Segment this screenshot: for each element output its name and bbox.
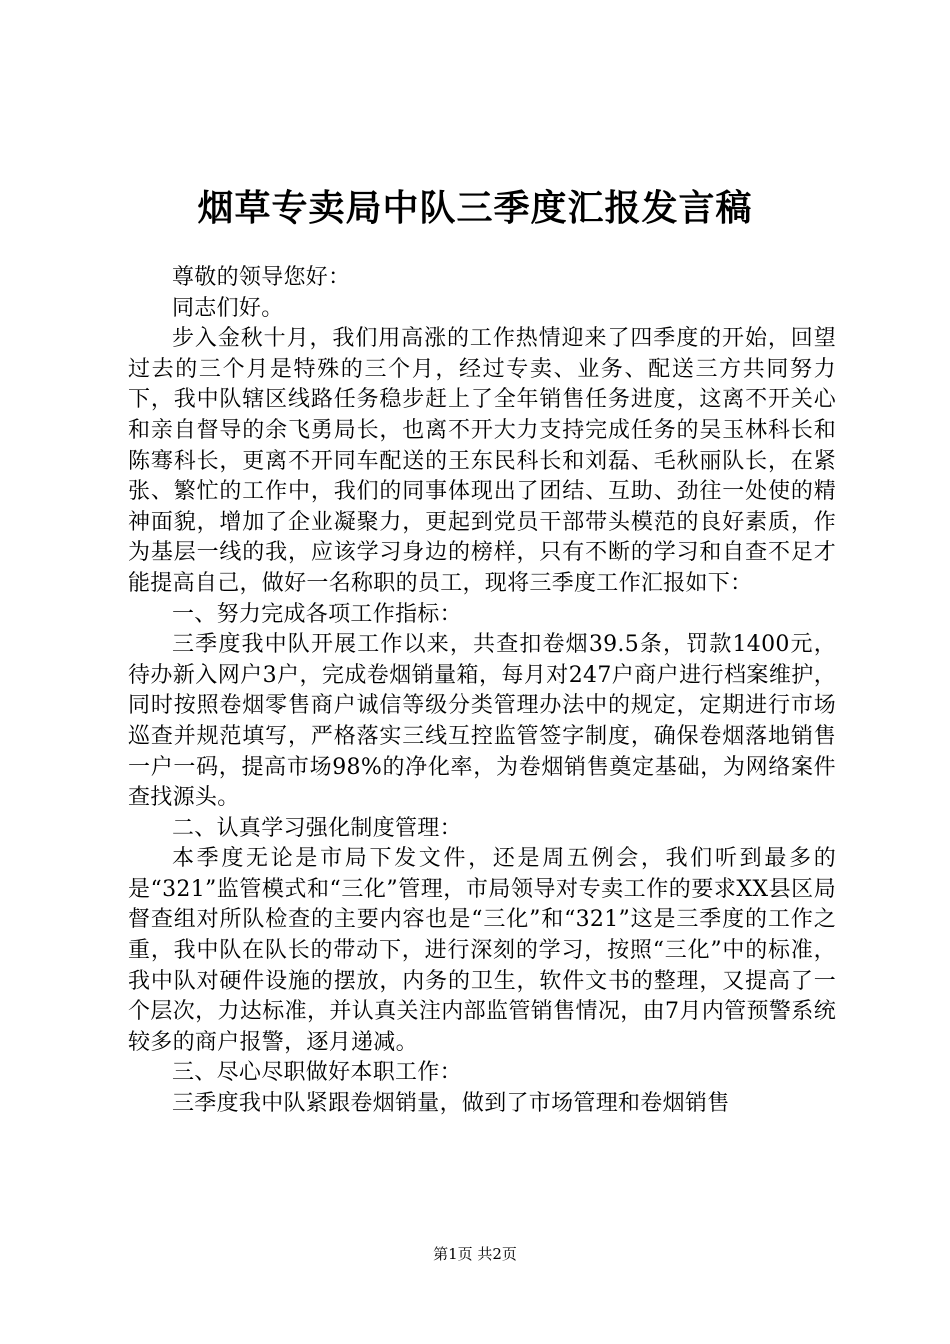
body-paragraph: 三季度我中队紧跟卷烟销量，做到了市场管理和卷烟销售 <box>172 1091 730 1117</box>
body-paragraph: 步入金秋十月，我们用高涨的工作热情迎来了四季度的开始，回望过去的三个月是特殊的三个月，经过专卖、业务、配送三方共同努力下，我中队辖区线路任务稳步赶上了全年销售任务进度，这离不开关心和亲自督导的余飞勇局长，也离不开大力支持完成任务的吴玉林科长和陈骞科长，更离不开同车配送的王东民科长和刘磊、毛秋丽队长，在紧张、繁忙的工作中，我们的同事体现出了团结、互助、劲往一处使的精神面貌，增加了企业凝聚力，更起到党员干部带头模范的良好素质，作为基层一线的我，应该学习身边的榜样，只有不断的学习和自查不足才能提高自己，做好一名称职的员工，现将三季度工作汇报如下： <box>128 326 836 596</box>
section-heading: 一、努力完成各项工作指标： <box>172 601 462 627</box>
document-body <box>128 263 836 1120</box>
body-paragraph: 本季度无论是市局下发文件，还是周五例会，我们听到最多的是“321”监管模式和“三化”管理，市局领导对专卖工作的要求XX县区局督查组对所队检查的主要内容也是“三化”和“321”这是三季度的工作之重，我中队在队长的带动下，进行深刻的学习，按照“三化”中的标准，我中队对硬件设施的摆放，内务的卫生，软件文书的整理，又提高了一个层次，力达标准，并认真关注内部监管销售情况，由7月内管预警系统较多的商户报警，逐月递减。 <box>128 846 836 1055</box>
document-title: 烟草专卖局中队三季度汇报发言稿 <box>197 187 753 229</box>
greeting-line: 同志们好。 <box>172 295 284 321</box>
section-heading: 三、尽心尽职做好本职工作： <box>172 1060 462 1086</box>
page-number-footer: 第1页 共2页 <box>433 1245 517 1263</box>
greeting-line: 尊敬的领导您好： <box>172 265 351 290</box>
body-paragraph: 三季度我中队开展工作以来，共查扣卷烟39.5条，罚款1400元，待办新入网户3户，完成卷烟销量箱，每月对247户商户进行档案维护，同时按照卷烟零售商户诚信等级分类管理办法中的规定，定期进行市场巡查并规范填写，严格落实三线互控监管签字制度，确保卷烟落地销售一户一码，提高市场98%的净化率，为卷烟销售奠定基础，为网络案件查找源头。 <box>128 632 836 811</box>
section-heading: 二、认真学习强化制度管理： <box>172 815 462 841</box>
